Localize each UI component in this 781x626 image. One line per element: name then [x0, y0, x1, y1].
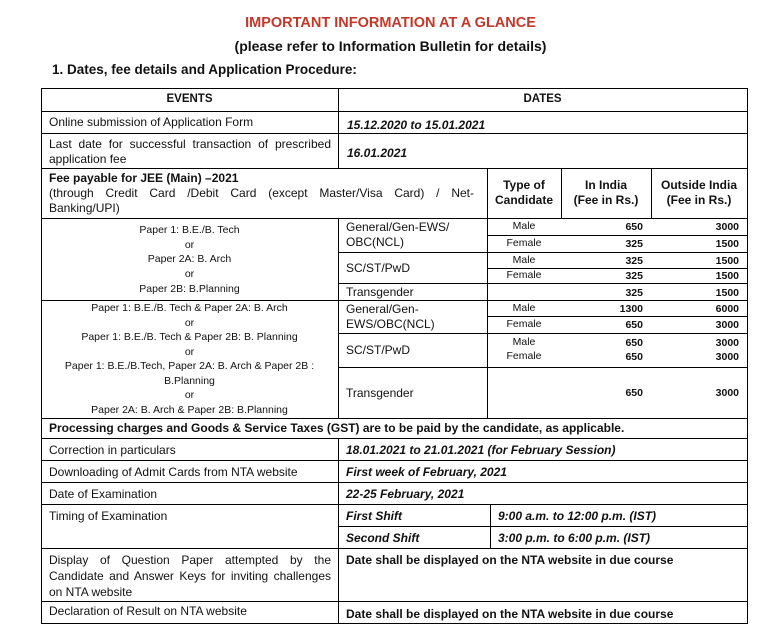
first-shift-time: 9:00 a.m. to 12:00 p.m. (IST): [498, 509, 657, 523]
page-title: IMPORTANT INFORMATION AT A GLANCE: [245, 15, 536, 31]
group1-paper: or: [184, 239, 195, 251]
fee-outside: 3000: [715, 387, 739, 399]
fee-type: Male: [512, 302, 536, 314]
fee-type: Female: [506, 237, 542, 249]
fee-outside: 3000: [715, 351, 739, 363]
fee-outside: 3000: [715, 337, 739, 349]
fee-type: Male: [512, 254, 536, 266]
date-correction: 18.01.2021 to 21.01.2021 (for February Session): [346, 443, 616, 457]
group2-paper: Paper 1: B.E./B. Tech & Paper 2A: B. Arch: [91, 302, 288, 314]
fee-type: Female: [506, 318, 542, 330]
fee-india: 650: [625, 351, 643, 363]
group1-category-general-cont: OBC(NCL): [346, 235, 405, 249]
fee-india: 650: [625, 387, 643, 399]
event-last-date-line2: application fee: [49, 152, 127, 166]
group1-paper: Paper 1: B.E./B. Tech: [139, 224, 240, 236]
group2-paper: or: [184, 346, 195, 358]
event-online-submission: Online submission of Application Form: [49, 115, 254, 129]
processing-charges-note: Processing charges and Goods & Service Taxes (GST) are to be paid by the candidate, as applicable.: [49, 421, 625, 435]
group2-category-general: General/Gen-: [346, 302, 419, 316]
fee-india: 650: [625, 337, 643, 349]
fee-india: 325: [625, 238, 643, 250]
group1-category-general: General/Gen-EWS/: [346, 220, 450, 234]
group2-category-general-cont: EWS/OBC(NCL): [346, 317, 435, 331]
date-display: Date shall be displayed on the NTA website in due course: [346, 553, 674, 567]
fee-india: 325: [625, 287, 643, 299]
event-timing: Timing of Examination: [49, 509, 168, 523]
page-subtitle: (please refer to Information Bulletin for details): [234, 38, 547, 54]
second-shift-label: Second Shift: [346, 531, 420, 545]
fee-india: 650: [625, 319, 643, 331]
fee-type: Female: [506, 350, 542, 362]
first-shift-label: First Shift: [346, 509, 402, 523]
group2-paper: or: [184, 389, 195, 401]
group1-paper: or: [184, 268, 195, 280]
col-candidate: Candidate: [494, 193, 553, 207]
col-type-of: Type of: [503, 178, 545, 192]
fee-india: 325: [625, 270, 643, 282]
event-exam-date: Date of Examination: [49, 487, 158, 501]
group2-category-sc-st: SC/ST/PwD: [346, 343, 411, 357]
date-exam: 22-25 February, 2021: [346, 487, 465, 501]
col-in-india-sub: (Fee in Rs.): [573, 193, 639, 207]
second-shift-time: 3:00 p.m. to 6:00 p.m. (IST): [498, 531, 651, 545]
fee-outside: 1500: [715, 255, 739, 267]
fee-outside: 3000: [715, 319, 739, 331]
fee-payment-modes: (through Credit Card /Debit Card (except Master/Visa Card) / Net-: [49, 186, 474, 200]
fee-outside: 6000: [715, 303, 739, 315]
group2-paper: Paper 1: B.E./B. Tech & Paper 2B: B. Planning: [81, 331, 298, 343]
col-in-india: In India: [585, 178, 627, 192]
fee-type: Female: [506, 269, 542, 281]
group2-paper: Paper 2A: B. Arch & Paper 2B: B.Planning: [91, 404, 288, 416]
event-display-line1: Display of Question Paper attempted by the: [49, 553, 331, 567]
group1-paper: Paper 2A: B. Arch: [147, 253, 232, 265]
fee-india: 325: [625, 255, 643, 267]
fee-outside: 1500: [715, 270, 739, 282]
col-header-events: EVENTS: [166, 93, 213, 105]
fee-outside: 1500: [715, 287, 739, 299]
event-correction: Correction in particulars: [49, 443, 176, 457]
fee-india: 1300: [619, 303, 643, 315]
fee-type: Male: [512, 336, 536, 348]
event-display-line2: Candidate and Answer Keys for inviting challenges: [49, 569, 331, 583]
date-online-submission: 15.12.2020 to 15.01.2021: [347, 118, 486, 132]
event-result: Declaration of Result on NTA website: [49, 604, 247, 618]
fee-outside: 1500: [715, 238, 739, 250]
event-admit-cards: Downloading of Admit Cards from NTA website: [49, 465, 298, 479]
event-display-line3: on NTA website: [49, 585, 133, 599]
fee-india: 650: [625, 221, 643, 233]
event-last-date-line1: Last date for successful transaction of prescribed: [49, 137, 331, 151]
fee-heading: Fee payable for JEE (Main) –2021: [49, 171, 239, 185]
group2-category-transgender: Transgender: [346, 386, 414, 400]
date-admit-cards: First week of February, 2021: [346, 465, 507, 479]
date-last-fee: 16.01.2021: [347, 146, 408, 160]
fee-type: Male: [512, 220, 536, 232]
group2-paper: or: [184, 317, 195, 329]
section-heading: 1. Dates, fee details and Application Procedure:: [52, 62, 357, 77]
group2-paper: B.Planning: [164, 375, 215, 387]
fee-outside: 3000: [715, 221, 739, 233]
group1-category-sc-st: SC/ST/PwD: [346, 261, 411, 275]
group2-paper: Paper 1: B.E./B.Tech, Paper 2A: B. Arch & Paper 2B :: [64, 360, 315, 372]
col-outside-india-sub: (Fee in Rs.): [666, 193, 732, 207]
group1-category-transgender: Transgender: [346, 285, 414, 299]
date-result: Date shall be displayed on the NTA website in due course: [346, 607, 674, 621]
col-header-dates: DATES: [523, 93, 562, 105]
fee-payment-modes-cont: Banking/UPI): [49, 201, 120, 215]
col-outside-india: Outside India: [660, 178, 737, 192]
group1-paper: Paper 2B: B.Planning: [139, 283, 240, 295]
